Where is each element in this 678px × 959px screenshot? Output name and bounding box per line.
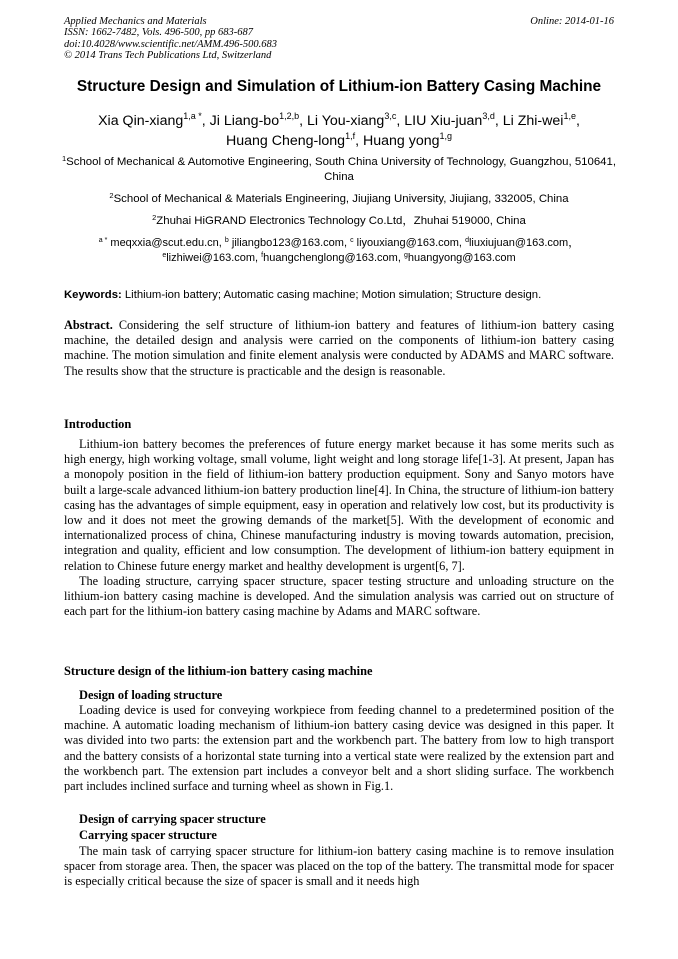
author-name: Ji Liang-bo <box>209 113 280 129</box>
affiliation-2 <box>60 192 618 207</box>
email-sup: d <box>465 237 469 244</box>
subsection-heading-spacer: Design of carrying spacer structure <box>79 812 266 826</box>
subsection-heading-loading: Design of loading structure <box>79 688 223 702</box>
keywords-text: Lithium-ion battery; Automatic casing machine; Motion simulation; Structure design. <box>121 289 542 301</box>
author-sup: 3,c <box>384 111 397 121</box>
email-sup: e <box>162 252 167 259</box>
paragraph: Loading device is used for conveying workpiece from feeding channel to a predetermined position of the machine. A automatic loading mechanism of lithium-ion battery casing device was designed in this paper. It was divided into two parts: the extension part and the workbench part. The battery from low to high transport and the battery consists of a horizontal state turning into a vertical state were realized by the extension part and the workbench part. The extension part includes a conveyor belt and a short sliding surface. The workbench part includes inclined surface and turning wheel as shown in Fig.1. <box>64 703 614 794</box>
section-heading-introduction: Introduction <box>64 417 132 431</box>
author-sup: 1,e <box>563 111 576 121</box>
paragraph: The main task of carrying spacer structure for lithium-ion battery casing machine is to remove insulation spacer from storage area. Then, the spacer was placed on the top of the battery. The transmittal mode for spacer is especially critical because the size of spacer is small and it needs high <box>64 844 614 889</box>
subsection-heading-carrying: Carrying spacer structure <box>79 828 217 842</box>
section-heading-structure: Structure design of the lithium-ion battery casing machine <box>64 664 373 678</box>
email-link[interactable]: liuxiujuan@163.com， <box>468 237 580 249</box>
author-sup: 1,f <box>345 131 356 141</box>
paragraph: The loading structure, carrying spacer structure, spacer testing structure and unloading structure on the lithium-ion battery casing machine is developed. And the simulation analysis was carried out on structure of each part for the lithium-ion battery casing machine by Adams and MARC software. <box>64 573 614 619</box>
email-link[interactable]: meqxxia@scut.edu.cn, <box>110 237 222 249</box>
email-sup: g <box>403 252 408 259</box>
online-date: Online: 2014-01-16 <box>530 16 614 27</box>
author-list: Xia Qin-xiang$^{1,a *}$, Ji Liang-bo$^{1,2,b}$, Li You-xiang$^{3,c}$, LIU Xiu-juan$^{3,d}$, Li Zhi-wei$^{1,e}$, Huang Cheng-long$^{1,f}$, Huang yong$^{1,g}$ <box>98 111 580 149</box>
affiliation-sup: 2 <box>152 213 157 222</box>
email-list <box>50 236 628 266</box>
author-name: Li You-xiang <box>307 113 385 129</box>
introduction-body <box>64 437 614 619</box>
abstract <box>64 318 614 379</box>
journal-name: Applied Mechanics and Materials <box>64 16 207 27</box>
author-sup: 1,2,b <box>279 111 300 121</box>
email-sup: b <box>224 237 229 244</box>
email-sup: f <box>261 252 264 259</box>
keywords <box>64 288 541 302</box>
abstract-label: Abstract. <box>64 318 113 332</box>
carrying-body <box>64 844 614 890</box>
affiliation-3 <box>60 214 618 229</box>
author-sup: 1,a * <box>183 111 202 121</box>
author-name: Li Zhi-wei <box>502 113 564 129</box>
affiliation-sup: 1 <box>61 154 67 163</box>
loading-body <box>64 703 614 794</box>
affiliation-text: School of Mechanical & Materials Engineering, Jiujiang University, Jiujiang, 332005, China <box>113 193 569 205</box>
author-name: Huang Cheng-long <box>225 133 346 149</box>
author-sup: 3,d <box>482 111 495 121</box>
doi-line: doi:10.4028/www.scientific.net/AMM.496-500.683 <box>64 38 277 50</box>
email-link[interactable]: huangyong@163.com <box>407 252 516 264</box>
paper-title: Structure Design and Simulation of Lithium-ion Battery Casing Machine <box>76 78 602 95</box>
journal-header <box>64 16 277 62</box>
email-link[interactable]: lizhiwei@163.com, <box>166 252 259 264</box>
issn-line: ISSN: 1662-7482, Vols. 496-500, pp 683-687 <box>64 27 253 39</box>
author-name: Huang yong <box>362 133 440 149</box>
email-link[interactable]: huangchenglong@163.com, <box>263 252 401 264</box>
affiliation-text: Zhuhai HiGRAND Electronics Technology Co.Ltd，Zhuhai 519000, China <box>156 215 526 227</box>
email-sup: c <box>350 237 354 244</box>
paragraph: Lithium-ion battery becomes the preferences of future energy market because it has some merits such as high energy, high working voltage, small volume, light weight and long storage life[1-3]. At present, Japan has a monopoly position in the field of lithium-ion battery production equipment. Sony and Sanyo motors have built a large-scale advanced lithium-ion battery production line[4]. In China, the structure of lithium-ion battery casing has the advantages of simple equipment, easy in operation and relatively low cost, but its productivity is low and it does not meet the growing demands of the market[5]. With the development of economic and internationalized process of china, Chinese manufacturing industry is moving towards automation, precision, integration and quality, efficient and low consumption. The development of lithium-ion battery equipment in relation to Chinese future energy market and healthy development is urgent[6, 7]. <box>64 437 614 573</box>
copyright-line: © 2014 Trans Tech Publications Ltd, Switzerland <box>64 50 272 62</box>
affiliation-1 <box>60 155 618 185</box>
abstract-text: Considering the self structure of lithium-ion battery and features of lithium-ion battery casing machine, the detailed design and analysis were carried on the components of lithium-ion battery casing machine. The motion simulation and finite element analysis were conducted by ADAMS and MARC software. The results show that the structure is practicable and the design is reasonable. <box>64 318 614 378</box>
affiliation-text: School of Mechanical & Automotive Engineering, South China University of Technology, Guangzhou, 510641, China <box>66 156 616 183</box>
email-link[interactable]: liyouxiang@163.com, <box>356 237 462 249</box>
author-name: LIU Xiu-juan <box>404 113 483 129</box>
affiliation-sup: 2 <box>109 191 114 200</box>
author-sup: 1,g <box>439 131 453 141</box>
author-name: Xia Qin-xiang <box>98 113 184 129</box>
email-sup: a * <box>98 237 108 244</box>
keywords-label: Keywords: <box>64 289 122 301</box>
email-link[interactable]: jiliangbo123@163.com, <box>231 237 348 249</box>
